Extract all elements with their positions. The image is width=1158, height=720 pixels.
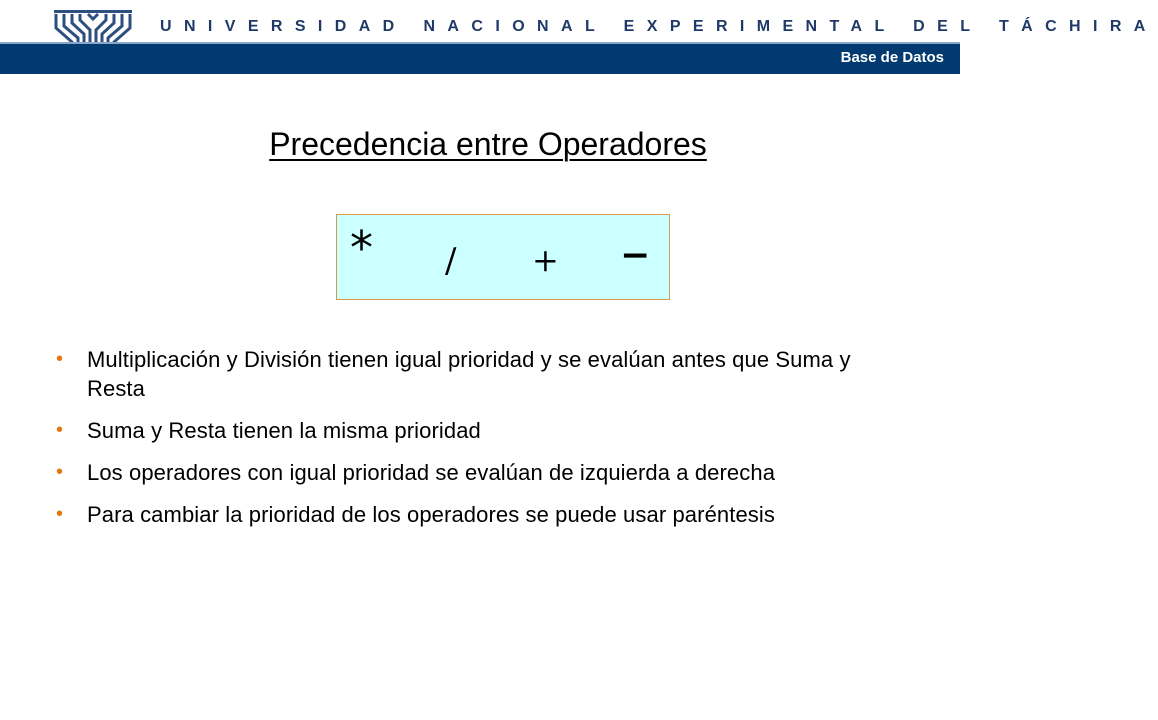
division-operator: / bbox=[445, 241, 457, 281]
bullet-text: Para cambiar la prioridad de los operadores se puede usar paréntesis bbox=[87, 502, 775, 527]
list-item bbox=[56, 345, 886, 403]
bullet-list bbox=[56, 345, 886, 542]
course-name: Base de Datos bbox=[840, 49, 944, 66]
list-item bbox=[56, 416, 886, 445]
list-item bbox=[56, 458, 886, 487]
bullet-text: Los operadores con igual prioridad se evalúan de izquierda a derecha bbox=[87, 460, 776, 485]
bullet-text: Suma y Resta tienen la misma prioridad bbox=[87, 418, 481, 443]
subtraction-operator: − bbox=[620, 235, 651, 276]
header-band bbox=[0, 44, 960, 74]
list-item bbox=[56, 500, 886, 529]
slide-header bbox=[0, 0, 1158, 76]
slide-title: Precedencia entre Operadores bbox=[269, 126, 707, 162]
bullet-text: Multiplicación y División tienen igual prioridad y se evalúan antes que Suma y Resta bbox=[87, 347, 851, 401]
operators-box bbox=[336, 214, 670, 300]
bullet-icon: • bbox=[56, 503, 64, 525]
multiplication-operator: * bbox=[350, 221, 373, 275]
bullet-icon: • bbox=[56, 348, 64, 370]
addition-operator: + bbox=[532, 241, 559, 279]
bullet-icon: • bbox=[56, 461, 64, 483]
university-name: UNIVERSIDAD NACIONAL EXPERIMENTAL DEL TÁCHIRA bbox=[160, 18, 1158, 35]
bullet-icon: • bbox=[56, 419, 64, 441]
